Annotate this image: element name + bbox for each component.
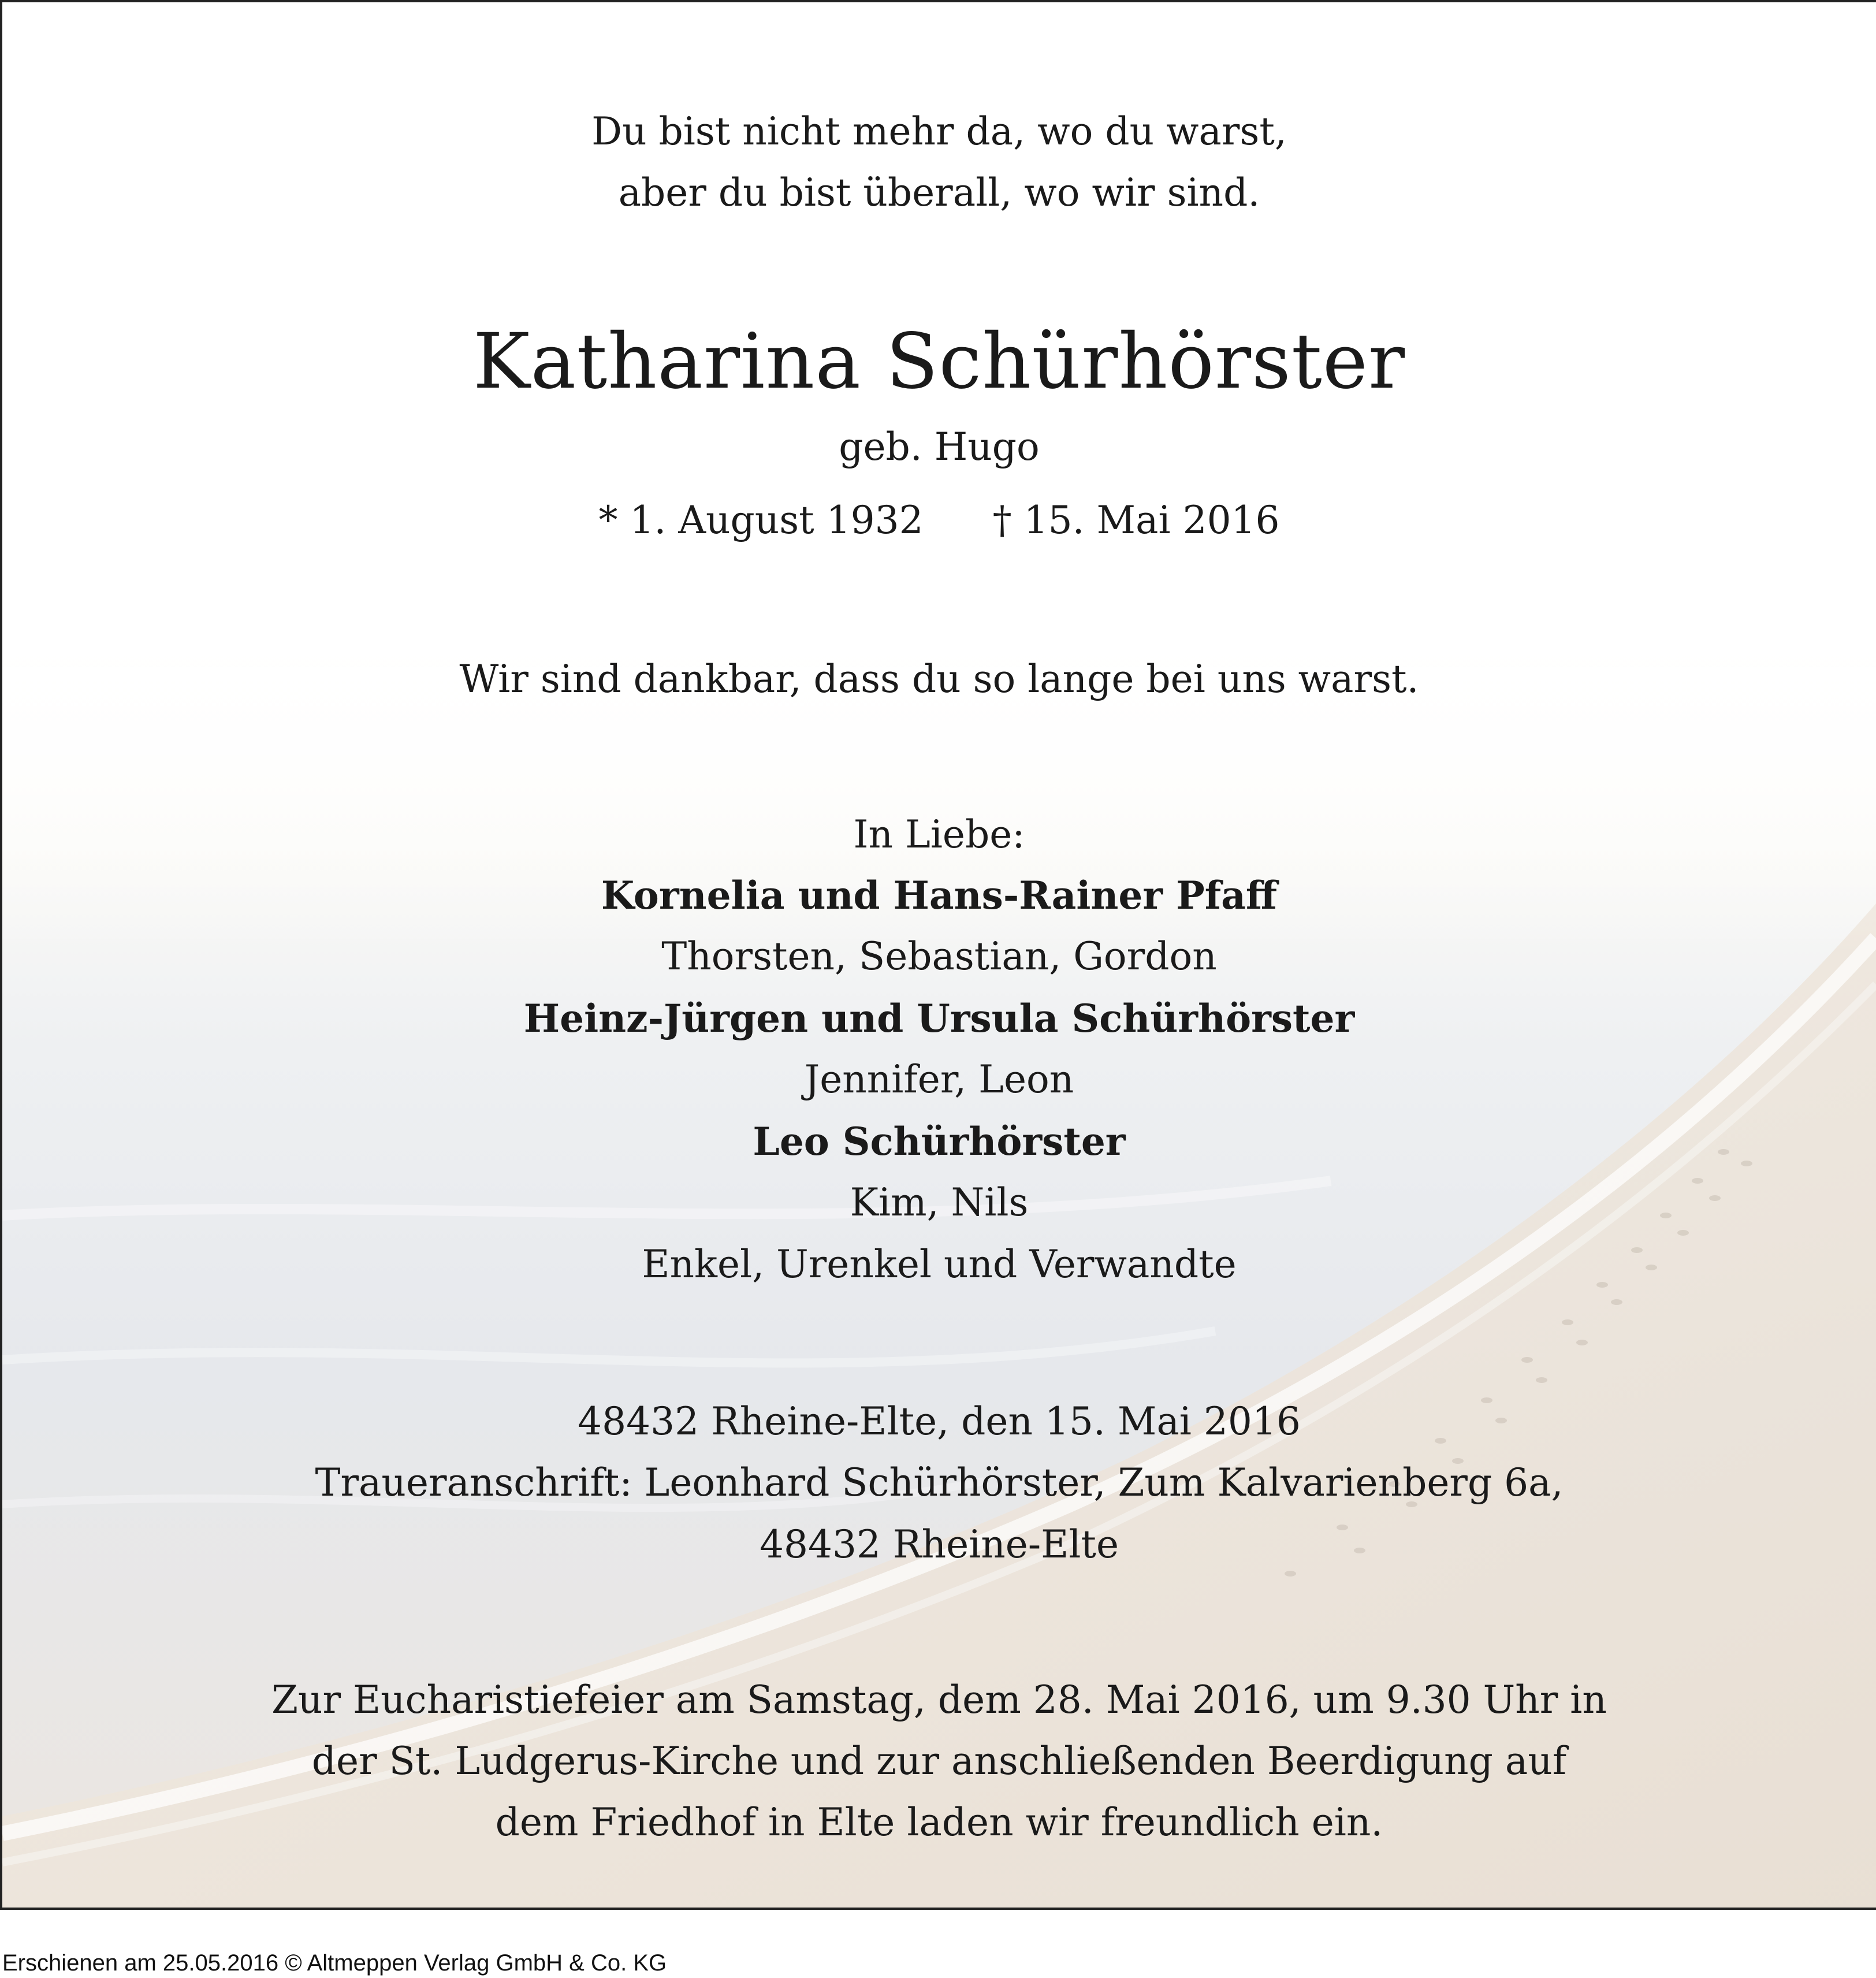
mourner-line: Thorsten, Sebastian, Gordon (661, 934, 1217, 979)
life-dates (2, 498, 1876, 542)
mourner-line: Leo Schürhörster (753, 1119, 1126, 1164)
mourning-address-line-2: 48432 Rheine-Elte (759, 1522, 1119, 1567)
invitation-line-1: Zur Eucharistiefeier am Samstag, dem 28. Mai 2016, um 9.30 Uhr in (271, 1678, 1607, 1722)
invitation-line-3: dem Friedhof in Elte laden wir freundlich ein. (495, 1800, 1383, 1845)
invitation-line-2: der St. Ludgerus-Kirche und zur anschließenden Beerdigung auf (311, 1739, 1567, 1783)
mourner-line: Heinz-Jürgen und Ursula Schürhörster (523, 996, 1355, 1041)
motto-line-1: Du bist nicht mehr da, wo du warst, (591, 109, 1287, 154)
maiden-name: geb. Hugo (839, 425, 1040, 469)
publication-footer: Erschienen am 25.05.2016 © Altmeppen Verlag GmbH & Co. KG (2, 1950, 667, 1976)
motto-line-2: aber du bist überall, wo wir sind. (618, 170, 1260, 215)
death-date: † 15. Mai 2016 (992, 498, 1280, 542)
notice-text (2, 2, 1876, 1908)
mourner-line: Kornelia und Hans-Rainer Pfaff (601, 873, 1278, 918)
mourner-line: Jennifer, Leon (804, 1057, 1074, 1102)
mourner-line: Enkel, Urenkel und Verwandte (642, 1242, 1237, 1287)
mourning-address-line-1: Traueranschrift: Leonhard Schürhörster, Zum Kalvarienberg 6a, (315, 1460, 1564, 1505)
place-date: 48432 Rheine-Elte, den 15. Mai 2016 (578, 1399, 1301, 1444)
birth-date: * 1. August 1932 (598, 498, 924, 542)
mourners-intro: In Liebe: (853, 812, 1025, 857)
gratitude-line: Wir sind dankbar, dass du so lange bei uns warst. (459, 657, 1419, 701)
mourner-line: Kim, Nils (850, 1180, 1029, 1225)
deceased-name: Katharina Schürhörster (472, 317, 1406, 406)
